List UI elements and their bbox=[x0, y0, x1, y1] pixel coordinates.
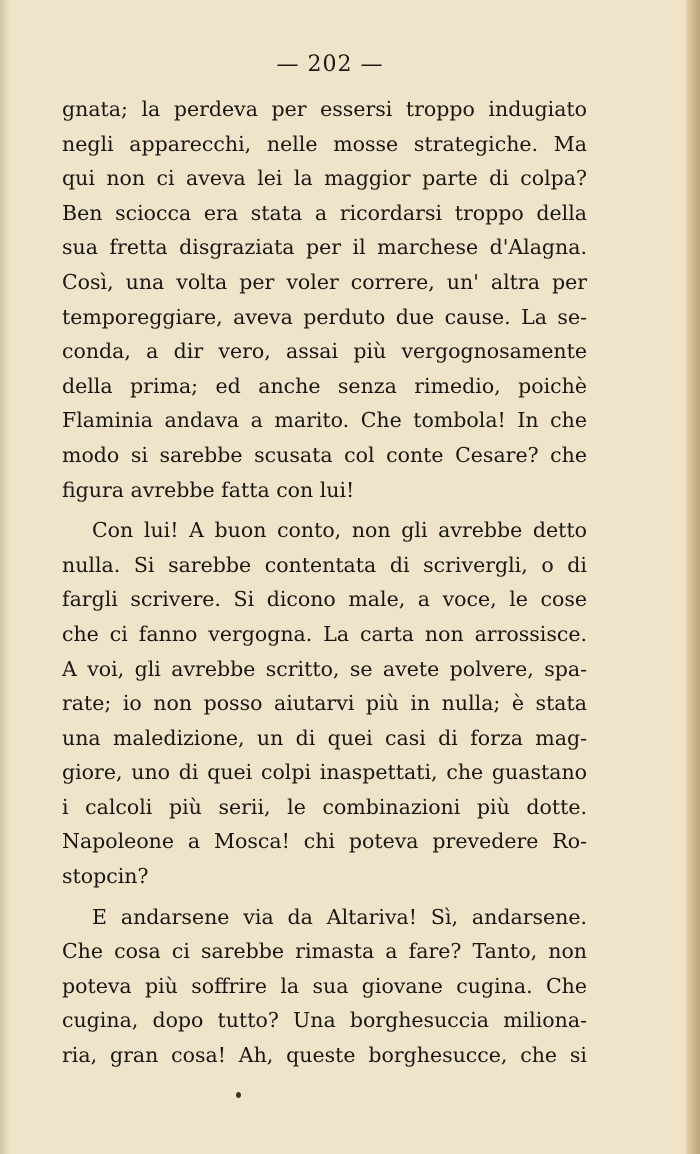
paragraph-1 bbox=[62, 92, 587, 507]
text-line: Così, una volta per voler correre, un' altra per bbox=[62, 269, 587, 294]
text-line: Che cosa ci sarebbe rimasta a fare? Tanto, non bbox=[62, 939, 587, 964]
text-line: ria, gran cosa! Ah, queste borghesucce, che si bbox=[62, 1043, 587, 1068]
text-line: A voi, gli avrebbe scritto, se avete polvere, spa- bbox=[62, 656, 587, 681]
page-edge bbox=[686, 0, 700, 1154]
text-line: poteva più soffrire la sua giovane cugina. Che bbox=[62, 973, 587, 998]
spine-shadow bbox=[0, 0, 10, 1154]
text-line: cugina, dopo tutto? Una borghesuccia miliona- bbox=[62, 1008, 587, 1033]
text-line: E andarsene via da Altariva! Sì, andarsene. bbox=[92, 904, 587, 929]
text-line: Ben sciocca era stata a ricordarsi troppo della bbox=[62, 200, 587, 225]
paragraph-3 bbox=[62, 900, 587, 1073]
paragraph-2 bbox=[62, 513, 587, 894]
text-line: giore, uno di quei colpi inaspettati, che guastano bbox=[62, 760, 587, 785]
text-line: fargli scrivere. Si dicono male, a voce, le cose bbox=[62, 587, 587, 612]
text-line: figura avrebbe fatta con lui! bbox=[62, 477, 355, 502]
text-line: i calcoli più serii, le combinazioni più dotte. bbox=[62, 794, 587, 819]
ink-speck bbox=[236, 1092, 241, 1098]
text-line: sua fretta disgraziata per il marchese d'Alagna. bbox=[62, 235, 587, 260]
body-text bbox=[62, 92, 587, 1073]
text-line: Flaminia andava a marito. Che tombola! In che bbox=[62, 408, 587, 433]
text-line: modo si sarebbe scusata col conte Cesare? che bbox=[62, 442, 587, 467]
text-line: temporeggiare, aveva perduto due cause. La se- bbox=[62, 304, 587, 329]
text-line: della prima; ed anche senza rimedio, poichè bbox=[62, 373, 587, 398]
text-line: che ci fanno vergogna. La carta non arrossisce. bbox=[62, 621, 587, 646]
text-line: conda, a dir vero, assai più vergognosamente bbox=[62, 339, 587, 364]
text-line: nulla. Si sarebbe contentata di scrivergli, o di bbox=[62, 552, 587, 577]
text-line: gnata; la perdeva per essersi troppo indugiato bbox=[62, 97, 587, 121]
text-line: Con lui! A buon conto, non gli avrebbe detto bbox=[92, 518, 587, 543]
text-line: stopcin? bbox=[62, 864, 149, 889]
text-line: negli apparecchi, nelle mosse strategiche. Ma bbox=[62, 131, 587, 156]
text-line: qui non ci aveva lei la maggior parte di colpa? bbox=[62, 166, 587, 191]
text-line: rate; io non posso aiutarvi più in nulla; è stata bbox=[62, 691, 587, 716]
text-line: Napoleone a Mosca! chi poteva prevedere Ro- bbox=[62, 829, 587, 854]
page-number: — 202 — bbox=[276, 52, 384, 77]
text-line: una maledizione, un di quei casi di forza mag- bbox=[62, 725, 587, 750]
